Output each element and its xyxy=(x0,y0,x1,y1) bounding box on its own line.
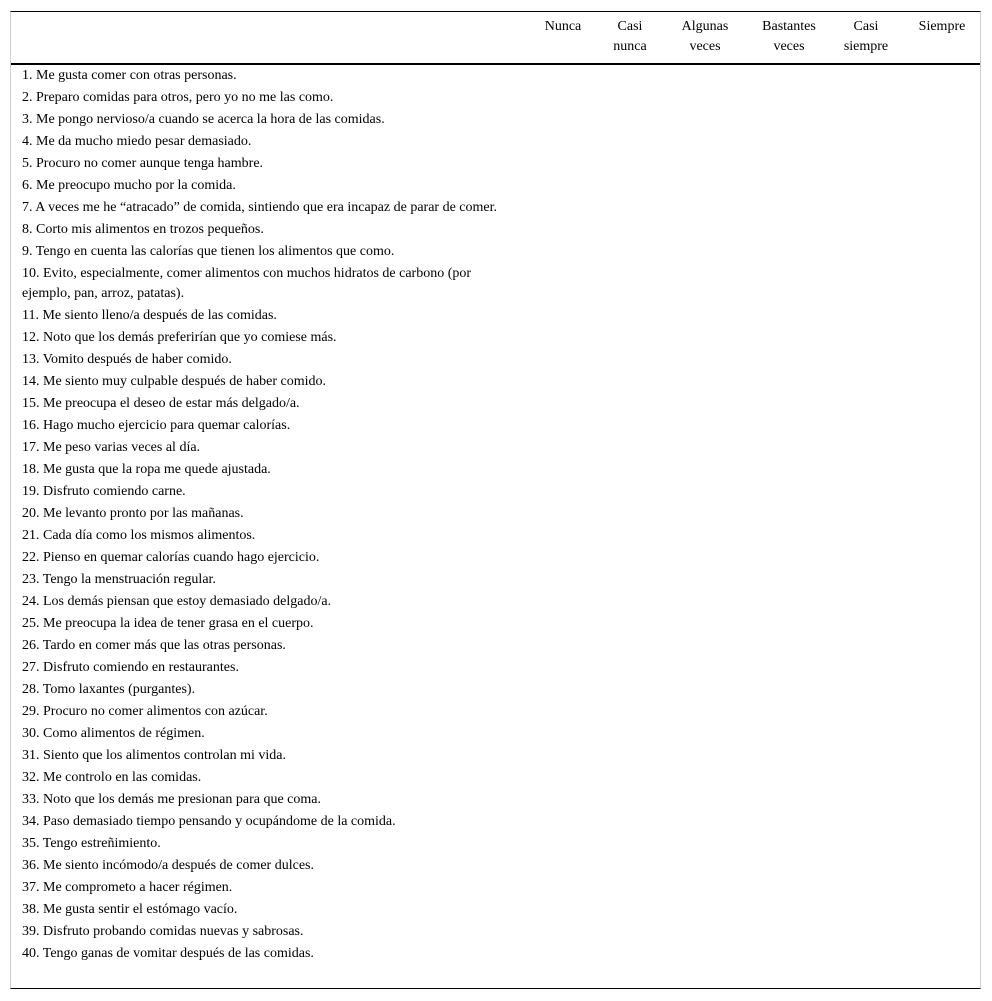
list-item: 24. Los demás piensan que estoy demasiado delgado/a. xyxy=(22,594,332,609)
list-item: 29. Procuro no comer alimentos con azúcar. xyxy=(22,704,268,719)
list-item: 40. Tengo ganas de vomitar después de las comidas. xyxy=(22,946,314,961)
column-header-label: Nunca xyxy=(544,19,582,34)
list-item: 10. Evito, especialmente, comer alimentos con muchos hidratos de carbono (por ejemplo, pan, arroz, patatas). xyxy=(22,266,472,301)
list-item: 22. Pienso en quemar calorías cuando hago ejercicio. xyxy=(22,550,320,565)
column-header-casi-siempre xyxy=(831,17,901,57)
list-item: 39. Disfruto probando comidas nuevas y sabrosas. xyxy=(22,924,304,939)
list-item: 9. Tengo en cuenta las calorías que tienen los alimentos que como. xyxy=(22,244,395,259)
list-item: 2. Preparo comidas para otros, pero yo no me las como. xyxy=(22,90,334,105)
item-list xyxy=(22,65,522,965)
list-item: 34. Paso demasiado tiempo pensando y ocupándome de la comida. xyxy=(22,814,396,829)
list-item: 32. Me controlo en las comidas. xyxy=(22,770,202,785)
column-header-label-line2: siempre xyxy=(843,39,889,54)
list-item: 30. Como alimentos de régimen. xyxy=(22,726,205,741)
list-item: 1. Me gusta comer con otras personas. xyxy=(22,68,237,83)
list-item: 26. Tardo en comer más que las otras personas. xyxy=(22,638,286,653)
column-header-label: Algunas xyxy=(681,19,729,34)
list-item: 6. Me preocupo mucho por la comida. xyxy=(22,178,236,193)
table-header xyxy=(11,12,980,65)
list-item: 3. Me pongo nervioso/a cuando se acerca la hora de las comidas. xyxy=(22,112,385,127)
list-item: 16. Hago mucho ejercicio para quemar calorías. xyxy=(22,418,291,433)
list-item: 19. Disfruto comiendo carne. xyxy=(22,484,186,499)
column-header-siempre xyxy=(909,17,975,37)
list-item: 8. Corto mis alimentos en trozos pequeños. xyxy=(22,222,264,237)
list-item: 33. Noto que los demás me presionan para que coma. xyxy=(22,792,321,807)
column-header-label: Siempre xyxy=(918,19,966,34)
list-item: 35. Tengo estreñimiento. xyxy=(22,836,161,851)
column-header-nunca xyxy=(533,17,593,37)
list-item: 15. Me preocupa el deseo de estar más delgado/a. xyxy=(22,396,300,411)
list-item: 25. Me preocupa la idea de tener grasa en el cuerpo. xyxy=(22,616,314,631)
list-item: 28. Tomo laxantes (purgantes). xyxy=(22,682,196,697)
list-item: 27. Disfruto comiendo en restaurantes. xyxy=(22,660,239,675)
list-item: 12. Noto que los demás preferirían que yo comiese más. xyxy=(22,330,337,345)
column-header-label: Casi xyxy=(617,19,643,34)
list-item: 7. A veces me he “atracado” de comida, sintiendo que era incapaz de parar de comer. xyxy=(22,200,497,215)
column-header-algunas-veces xyxy=(670,17,740,57)
column-header-label: Casi xyxy=(853,19,879,34)
list-item: 20. Me levanto pronto por las mañanas. xyxy=(22,506,244,521)
list-item: 5. Procuro no comer aunque tenga hambre. xyxy=(22,156,264,171)
column-header-label-line2: veces xyxy=(689,39,721,54)
list-item: 21. Cada día como los mismos alimentos. xyxy=(22,528,256,543)
column-header-bastantes-veces xyxy=(749,17,829,57)
list-item: 11. Me siento lleno/a después de las comidas. xyxy=(22,308,277,323)
list-item: 18. Me gusta que la ropa me quede ajustada. xyxy=(22,462,271,477)
column-header-casi-nunca xyxy=(600,17,660,57)
list-item: 31. Siento que los alimentos controlan mi vida. xyxy=(22,748,287,763)
list-item: 23. Tengo la menstruación regular. xyxy=(22,572,216,587)
questionnaire-table xyxy=(10,11,981,989)
list-item: 37. Me comprometo a hacer régimen. xyxy=(22,880,233,895)
column-header-label: Bastantes xyxy=(762,19,816,34)
list-item: 4. Me da mucho miedo pesar demasiado. xyxy=(22,134,252,149)
list-item: 38. Me gusta sentir el estómago vacío. xyxy=(22,902,238,917)
column-header-label-line2: veces xyxy=(773,39,805,54)
list-item: 14. Me siento muy culpable después de haber comido. xyxy=(22,374,327,389)
list-item: 13. Vomito después de haber comido. xyxy=(22,352,232,367)
list-item: 36. Me siento incómodo/a después de comer dulces. xyxy=(22,858,314,873)
list-item: 17. Me peso varias veces al día. xyxy=(22,440,201,455)
column-header-label-line2: nunca xyxy=(613,39,647,54)
